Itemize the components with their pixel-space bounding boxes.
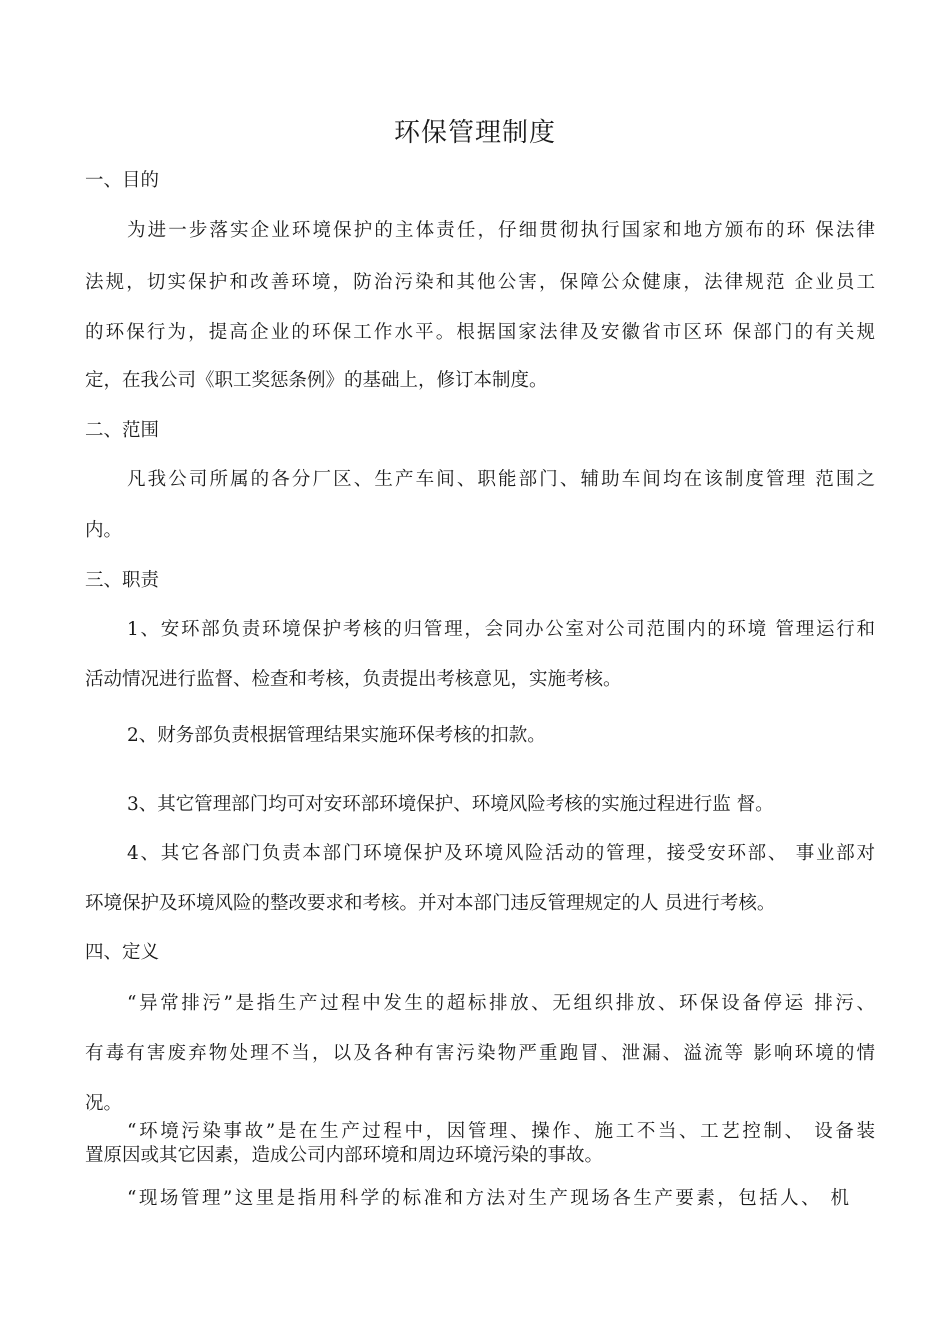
paragraph-line: 内。 [85, 520, 123, 541]
section-heading-purpose: 一、目的 [85, 170, 160, 191]
definition-line: “环境污染事故”是在生产过程中，因管理、操作、施工不当、工艺控制、 设备装 [127, 1121, 875, 1142]
definition-line: 置原因或其它因素，造成公司内部环境和周边环境污染的事故。 [85, 1145, 604, 1166]
paragraph-line: 凡我公司所属的各分厂区、生产车间、职能部门、辅助车间均在该制度管理 范围之 [127, 469, 875, 490]
section-heading-scope: 二、范围 [85, 420, 160, 441]
duty-item-cont: 活动情况进行监督、检查和考核，负责提出考核意见，实施考核。 [85, 669, 622, 690]
paragraph-line: 的环保行为，提高企业的环保工作水平。根据国家法律及安徽省市区环 保部门的有关规 [85, 322, 875, 343]
definition-line: “异常排污”是指生产过程中发生的超标排放、无组织排放、环保设备停运 排污、 [127, 993, 875, 1014]
document-title: 环保管理制度 [393, 118, 556, 148]
section-heading-definitions: 四、定义 [85, 942, 160, 963]
duty-item: 4、其它各部门负责本部门环境保护及环境风险活动的管理，接受安环部、 事业部对 [127, 843, 875, 864]
definition-line: 有毒有害废弃物处理不当，以及各种有害污染物严重跑冒、泄漏、溢流等 影响环境的情 [85, 1043, 875, 1064]
definition-line: 况。 [85, 1093, 123, 1114]
duty-item: 2、财务部负责根据管理结果实施环保考核的扣款。 [127, 725, 546, 746]
duty-item: 1、安环部负责环境保护考核的归管理，会同办公室对公司范围内的环境 管理运行和 [127, 619, 875, 640]
section-heading-duties: 三、职责 [85, 570, 160, 591]
paragraph-line: 定，在我公司《职工奖惩条例》的基础上，修订本制度。 [85, 370, 548, 391]
paragraph-line: 为进一步落实企业环境保护的主体责任，仔细贯彻执行国家和地方颁布的环 保法律 [127, 220, 875, 241]
duty-item-cont: 环境保护及环境风险的整改要求和考核。并对本部门违反管理规定的人 员进行考核。 [85, 893, 776, 914]
paragraph-line: 法规，切实保护和改善环境，防治污染和其他公害，保障公众健康，法律规范 企业员工 [85, 272, 875, 293]
definition-line: “现场管理”这里是指用科学的标准和方法对生产现场各生产要素，包括人、 机 [127, 1188, 849, 1209]
duty-item: 3、其它管理部门均可对安环部环境保护、环境风险考核的实施过程进行监 督。 [127, 794, 774, 815]
